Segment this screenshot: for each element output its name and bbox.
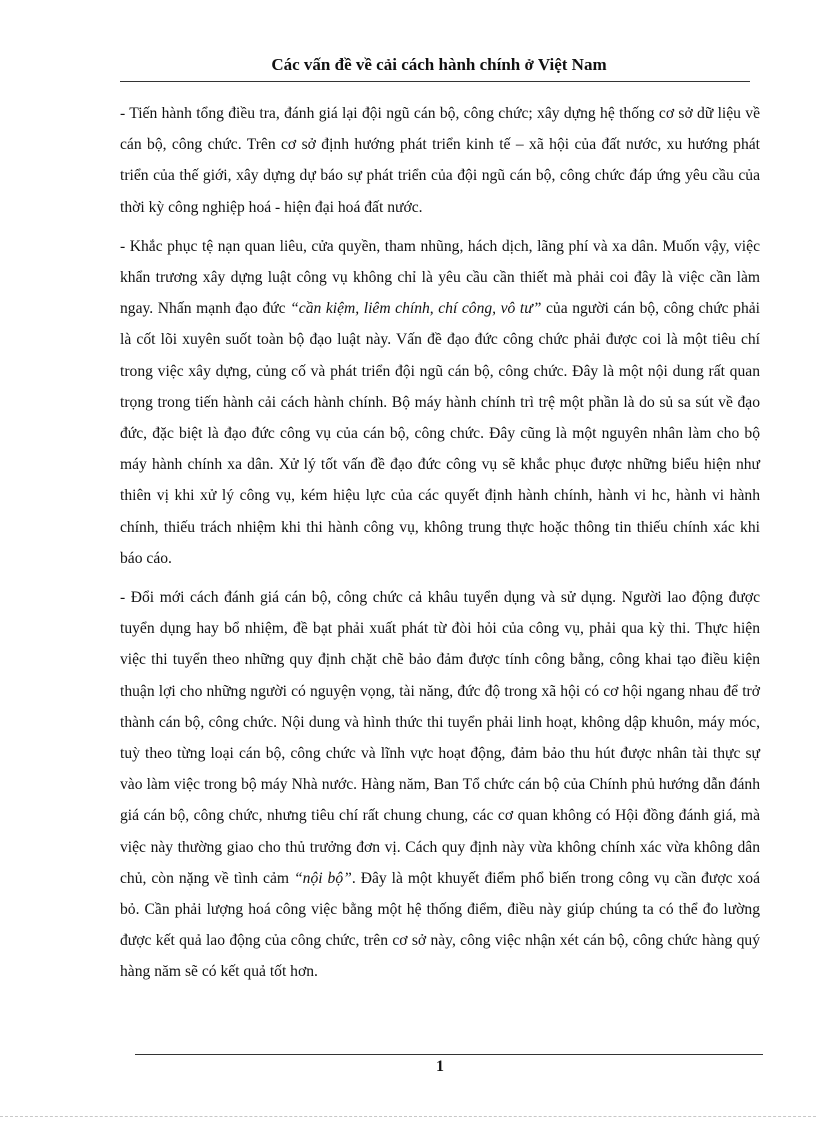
paragraph-survey: - Tiến hành tổng điều tra, đánh giá lại đội ngũ cán bộ, công chức; xây dựng hệ thống cơ sở dữ liệu về cán bộ, công chức. Trên cơ sở định hướng phát triển kinh tế – xã hội của đất nước, xu hướng phát triển của thế giới, xây dựng dự báo sự phát triển của đội ngũ cán bộ, công chức đáp ứng yêu cầu của thời kỳ công nghiệp hoá - hiện đại hoá đất nước. bbox=[120, 105, 760, 216]
running-header-title: Các vấn đề về cải cách hành chính ở Việt Nam bbox=[271, 55, 607, 74]
paragraph-evaluation-text-a: - Đổi mới cách đánh giá cán bộ, công chức cả khâu tuyển dụng và sử dụng. Người lao động được tuyển dụng hay bổ nhiệm, đề bạt phải xuất phát từ đòi hỏi của công vụ, phải qua kỳ thi. Thực hiện việc thi tuyển theo những quy định chặt chẽ bảo đảm được tính công bằng, công khai tạo điều kiện thuận lợi cho những người có nguyện vọng, tài năng, đức độ trong xã hội có cơ hội ngang nhau để trở thành cán bộ, công chức. Nội dung và hình thức thi tuyển phải linh hoạt, không dập khuôn, máy móc, tuỳ theo từng loại cán bộ, công chức và lĩnh vực hoạt động, đảm bảo thu hút được nhân tài thực sự vào làm việc trong bộ máy Nhà nước. Hàng năm, Ban Tổ chức cán bộ của Chính phủ hướng dẫn đánh giá cán bộ, công chức, nhưng tiêu chí rất chung chung, các cơ quan không có Hội đồng đánh giá, mà việc này thường giao cho thủ trưởng đơn vị. Cách quy định này vừa không chính xác vừa không dân chủ, còn nặng về tình cảm bbox=[120, 589, 760, 887]
paragraph-evaluation-text-b: . Đây là một khuyết điểm phổ biến trong công vụ cần được xoá bỏ. Cần phải lượng hoá công việc bằng một hệ thống điểm, điều này giúp chúng ta có thể đo lường được kết quả lao động của công chức, trên cơ sở này, công việc nhận xét cán bộ, công chức hàng quý hàng năm sẽ có kết quả tốt hơn. bbox=[120, 869, 761, 981]
page-edge-divider bbox=[0, 1116, 816, 1117]
ethics-quote: “cần kiệm, liêm chính, chí công, vô tư” bbox=[290, 300, 542, 318]
paragraph-ethics-text-a: - Khắc phục tệ nạn quan liêu, cửa quyền, tham nhũng, hách dịch, lãng phí và xa dân. Muốn vậy, việc khẩn trương xây dựng luật công vụ không chỉ là yêu cầu cần thiết mà phải coi đây là việc cần làm ngay. Nhấn mạnh đạo đức bbox=[120, 237, 760, 318]
footer-divider bbox=[135, 1054, 763, 1055]
paragraph-ethics bbox=[120, 231, 760, 574]
page-number: 1 bbox=[436, 1058, 444, 1075]
internal-quote: “nội bộ” bbox=[293, 869, 352, 887]
header-divider bbox=[120, 81, 750, 82]
paragraph-evaluation bbox=[120, 582, 760, 988]
paragraph-ethics-text-b: của người cán bộ, công chức phải là cốt lõi xuyên suốt toàn bộ đạo luật này. Vấn đề đạo đức công chức phải được coi là một tiêu chí trong việc xây dựng, củng cố và phát triển đội ngũ cán bộ, công chức. Đây là một nội dung rất quan trọng trong tiến hành cải cách hành chính. Bộ máy hành chính trì trệ một phần là do sủ sa sút về đạo đức, đặc biệt là đạo đức công vụ của cán bộ, công chức. Đây cũng là một nguyên nhân làm cho bộ máy hành chính xa dân. Xử lý tốt vấn đề đạo đức công vụ sẽ khắc phục được những biểu hiện như thiên vị khi xử lý công vụ, kém hiệu lực của các quyết định hành chính, hành vi hc, hành vi hành chính, thiếu trách nhiệm khi thi hành công vụ, không trung thực hoặc thông tin thiếu chính xác khi báo cáo. bbox=[120, 300, 761, 567]
page-body bbox=[120, 98, 760, 996]
